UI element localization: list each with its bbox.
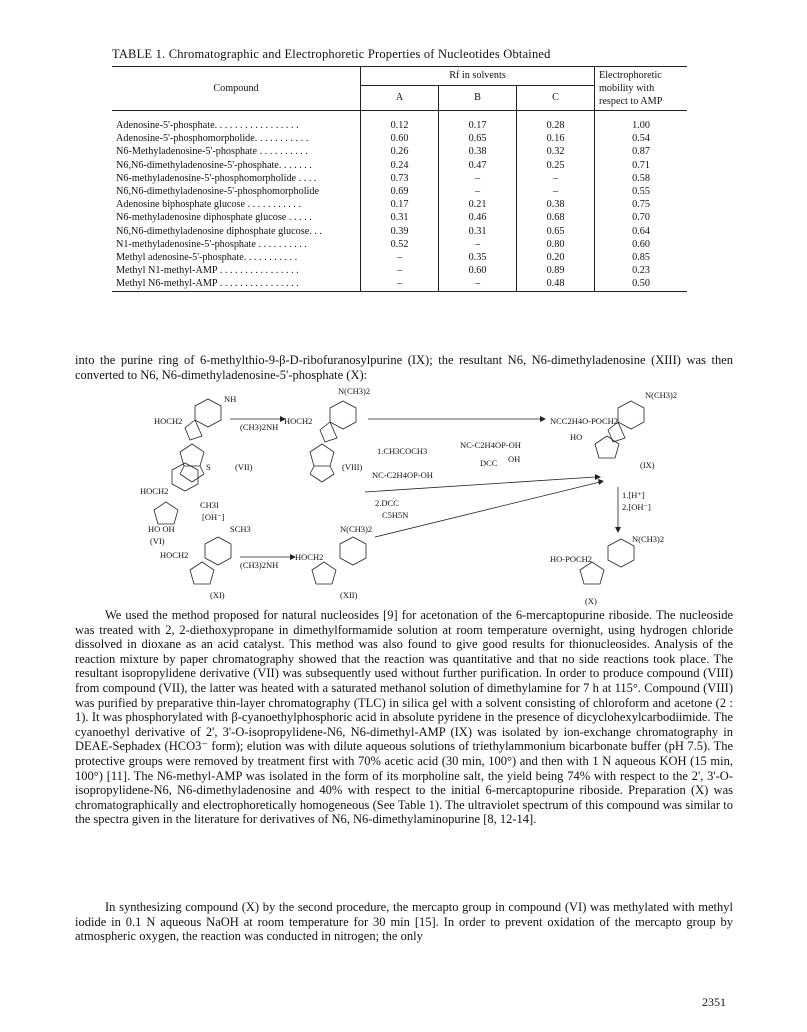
cell-a: 0.17 [361, 198, 439, 211]
scheme-label-hoch2-3: HOCH2 [140, 486, 169, 496]
cell-compound: Methyl N1-methyl-AMP . . . . . . . . . . . . . . . . [116, 265, 299, 277]
cell-c: 0.65 [517, 225, 595, 238]
table-row [112, 132, 687, 145]
scheme-label-hoch2-2: HOCH2 [284, 416, 313, 426]
header-c: C [517, 86, 595, 111]
properties-table [112, 66, 687, 292]
table-row [112, 238, 687, 251]
cell-mobility: 0.70 [595, 211, 688, 224]
cell-compound: Adenosine-5'-phosphomorpholide. . . . . . . . . . . [116, 133, 309, 145]
scheme-label-hopoch2: HO-POCH2 [550, 554, 593, 564]
cell-a: 0.12 [361, 119, 439, 132]
cell-compound: Adenosine-5'-phosphate. . . . . . . . . . . . . . . . . [116, 120, 299, 131]
table-row [112, 198, 687, 211]
cell-a: 0.24 [361, 159, 439, 172]
cell-mobility: 1.00 [595, 119, 688, 132]
para1-text: We used the method proposed for natural nucleosides [9] for acetonation of the 6-mercaptopurine riboside. The nucleoside was treated with 2, 2-diethoxypropane in dimethylformamide solution at room temperature overnight, using hydrogen chloride dissolved in dioxane as an acid catalyst. This method was also found to give good results for thionucleosides. Analysis of the reaction mixture by paper chromatography showed that the reaction was quantitative and that no side reactions took place. The resultant isopropylidene derivative (VII) was subsequently used without further purification. In order to produce compound (VIII) from compound (VII), the latter was heated with a saturated methanol solution of dimethylamine for 7 h at 115°. Compound (VIII) was purified by preparative thin-layer chromatography (TLC) in silica gel with a solvent consisting of chloroform and acetone (2 : 1). It was phosphorylated with β-cyanoethylphosphoric acid in absolute pyridene in the presence of dicyclohexylcarbodiimide. The cyanoethyl derivative of 2', 3'-O-isopropylidene-N6, N6-dimethyl-AMP (IX) was isolated by ion-exchange chromatography in DEAE-Sephadex (HCO3⁻ form); elution was with dilute aqueous solutions of triethylammonium bicarbonate buffer (pH 7.5). The protective groups were removed by treatment first with 70% acetic acid (30 min, 100°) and then with 1 N aqueous KOH (15 min, 100°) [11]. The N6-methyl-AMP was isolated in the form of its morpholine salt, the yield being 74% with respect to the 2', 3'-O-isopropylidene-N6, N6-dimethyladenosine and 40% with respect to the initial 6-mercaptopurine riboside. Preparation (X) was chromatographically and electrophoretically homogeneous (See Table 1). The ultraviolet spectrum of this compound was similar to the spectra given in the literature for derivatives of N6, N6-dimethylaminopurine [8, 12-14]. [75, 608, 733, 827]
header-rf: Rf in solvents [361, 67, 595, 86]
table-row [112, 251, 687, 264]
cell-compound: N6,N6-dimethyladenosine-5'-phosphomorpholide [116, 186, 320, 198]
table-row [112, 277, 687, 291]
table-row [112, 185, 687, 198]
cell-c: 0.32 [517, 145, 595, 158]
cell-compound: N6-Methyladenosine-5'-phosphate . . . . . . . . . . [116, 146, 308, 158]
table-row [112, 211, 687, 224]
para2-text: In synthesizing compound (X) by the second procedure, the mercapto group in compound (VI) was methylated with methyl iodide in 0.1 N aqueous NaOH at room temperature for 30 min [15]. In order to prevent oxidation of the mercapto group by atmospheric oxygen, the reaction was conducted in nitrogen; the only [75, 900, 733, 944]
cell-a: 0.52 [361, 238, 439, 251]
cell-mobility: 0.75 [595, 198, 688, 211]
scheme-label-viii: (VIII) [342, 462, 363, 472]
scheme-label-me2nh-1: (CH3)2NH [240, 422, 279, 432]
cell-a: – [361, 251, 439, 264]
table-row [112, 119, 687, 132]
cell-mobility: 0.50 [595, 277, 688, 291]
scheme-label-me2nh-2: (CH3)2NH [240, 560, 279, 570]
scheme-label-ix: (IX) [640, 460, 655, 470]
cell-mobility: 0.87 [595, 145, 688, 158]
cell-mobility: 0.58 [595, 172, 688, 185]
cell-b: 0.38 [439, 145, 517, 158]
cell-c: 0.16 [517, 132, 595, 145]
cell-b: 0.21 [439, 198, 517, 211]
page-number: 2351 [702, 995, 726, 1009]
cell-b: – [439, 172, 517, 185]
scheme-label-ho: HO [570, 432, 583, 442]
scheme-label-hoch2-5: HOCH2 [295, 552, 324, 562]
cell-mobility: 0.85 [595, 251, 688, 264]
scheme-label-ch3i: CH3I [200, 500, 219, 510]
scheme-label-hoch2-1: HOCH2 [154, 416, 183, 426]
cell-c: 0.48 [517, 277, 595, 291]
scheme-label-hooh: HO OH [148, 524, 175, 534]
cell-a: – [361, 277, 439, 291]
scheme-label-nme2-4: N(CH3)2 [632, 534, 665, 544]
cell-c: 0.89 [517, 264, 595, 277]
cell-a: – [361, 264, 439, 277]
cell-b: 0.47 [439, 159, 517, 172]
scheme-label-sch3: SCH3 [230, 524, 251, 534]
cell-compound: Methyl N6-methyl-AMP . . . . . . . . . . . . . . . . [112, 277, 361, 291]
cell-b: – [439, 185, 517, 198]
cell-compound: Adenosine biphosphate glucose . . . . . . . . . . . [116, 199, 302, 211]
cell-c: 0.80 [517, 238, 595, 251]
cell-a: 0.39 [361, 225, 439, 238]
reaction-scheme [140, 382, 700, 614]
scheme-label-nme2-1: N(CH3)2 [338, 386, 371, 396]
cell-b: 0.35 [439, 251, 517, 264]
scheme-label-ncch: NCC2H4O-POCH2 [550, 416, 619, 426]
cell-a: 0.31 [361, 211, 439, 224]
header-mobility: Electrophoretic mobility with respect to AMP [595, 67, 688, 111]
scheme-label-step2: 2.DCC [375, 498, 399, 508]
table-row [112, 225, 687, 238]
cell-c: 0.38 [517, 198, 595, 211]
scheme-label-oh2: 2.[OH⁻] [622, 502, 651, 512]
cell-c: 0.25 [517, 159, 595, 172]
cell-b: 0.31 [439, 225, 517, 238]
cell-b: 0.60 [439, 264, 517, 277]
cell-compound: N1-methyladenosine-5'-phosphate . . . . . . . . . . [116, 238, 307, 250]
cell-c: – [517, 185, 595, 198]
scheme-label-oh1: [OH⁻] [202, 512, 225, 522]
cell-a: 0.73 [361, 172, 439, 185]
body-paragraph-2 [75, 900, 733, 944]
cell-mobility: 0.54 [595, 132, 688, 145]
table-row [112, 172, 687, 185]
scheme-label-nme2-3: N(CH3)2 [340, 524, 373, 534]
cell-mobility: 0.23 [595, 264, 688, 277]
scheme-label-cyano-top: NC-C2H4OP-OH [460, 440, 521, 450]
cell-b: 0.17 [439, 119, 517, 132]
cell-compound: N6,N6-dimethyladenosine-5'-phosphate. . . . . . . [116, 159, 312, 171]
scheme-label-s: S [206, 462, 211, 472]
scheme-label-xii: (XII) [340, 590, 358, 600]
scheme-label-oh: OH [508, 454, 521, 464]
cell-mobility: 0.71 [595, 159, 688, 172]
cell-a: 0.26 [361, 145, 439, 158]
cell-b: 0.65 [439, 132, 517, 145]
scheme-label-hplus: 1.[H⁺] [622, 490, 645, 500]
cell-c: 0.28 [517, 119, 595, 132]
cell-c: – [517, 172, 595, 185]
cell-a: 0.69 [361, 185, 439, 198]
cell-mobility: 0.60 [595, 238, 688, 251]
scheme-label-vi: (VI) [150, 536, 165, 546]
cell-compound: Methyl adenosine-5'-phosphate. . . . . . . . . . . [116, 252, 298, 264]
scheme-label-nme2-2: N(CH3)2 [645, 390, 678, 400]
scheme-label-cyano-mid: NC-C2H4OP-OH [372, 470, 433, 480]
scheme-label-step1: 1.CH3COCH3 [377, 446, 428, 456]
header-a: A [361, 86, 439, 111]
cell-b: 0.46 [439, 211, 517, 224]
scheme-label-x: (X) [585, 596, 597, 606]
header-b: B [439, 86, 517, 111]
cell-c: 0.68 [517, 211, 595, 224]
intro-paragraph [75, 353, 733, 382]
cell-mobility: 0.55 [595, 185, 688, 198]
scheme-label-vii: (VII) [235, 462, 253, 472]
table-row [112, 264, 687, 277]
scheme-label-dcc: DCC [480, 458, 498, 468]
table-caption: TABLE 1. Chromatographic and Electrophoretic Properties of Nucleotides Obtained [112, 47, 551, 61]
cell-compound: N6-methyladenosine diphosphate glucose . . . . . [116, 212, 312, 224]
scheme-label-xi: (XI) [210, 590, 225, 600]
cell-compound: N6-methyladenosine-5'-phosphomorpholide . . . . [116, 172, 317, 184]
table-row [112, 159, 687, 172]
cell-b: – [439, 277, 517, 291]
cell-a: 0.60 [361, 132, 439, 145]
cell-mobility: 0.64 [595, 225, 688, 238]
header-compound: Compound [112, 67, 361, 111]
intro-text: into the purine ring of 6-methylthio-9-β-D-ribofuranosylpurine (IX); the resultant N6, N6-dimethyladenosine (XIII) was then converted to N6, N6-dimethyladenosine-5'-phosphate (X): [75, 353, 733, 382]
cell-b: – [439, 238, 517, 251]
scheme-label-hoch2-4: HOCH2 [160, 550, 189, 560]
cell-c: 0.20 [517, 251, 595, 264]
scheme-label-nh: NH [224, 394, 237, 404]
body-paragraph-1 [75, 608, 733, 827]
cell-compound: N6,N6-dimethyladenosine diphosphate glucose. . . [116, 225, 322, 237]
scheme-label-c5h5n: C5H5N [382, 510, 409, 520]
table-row [112, 145, 687, 158]
